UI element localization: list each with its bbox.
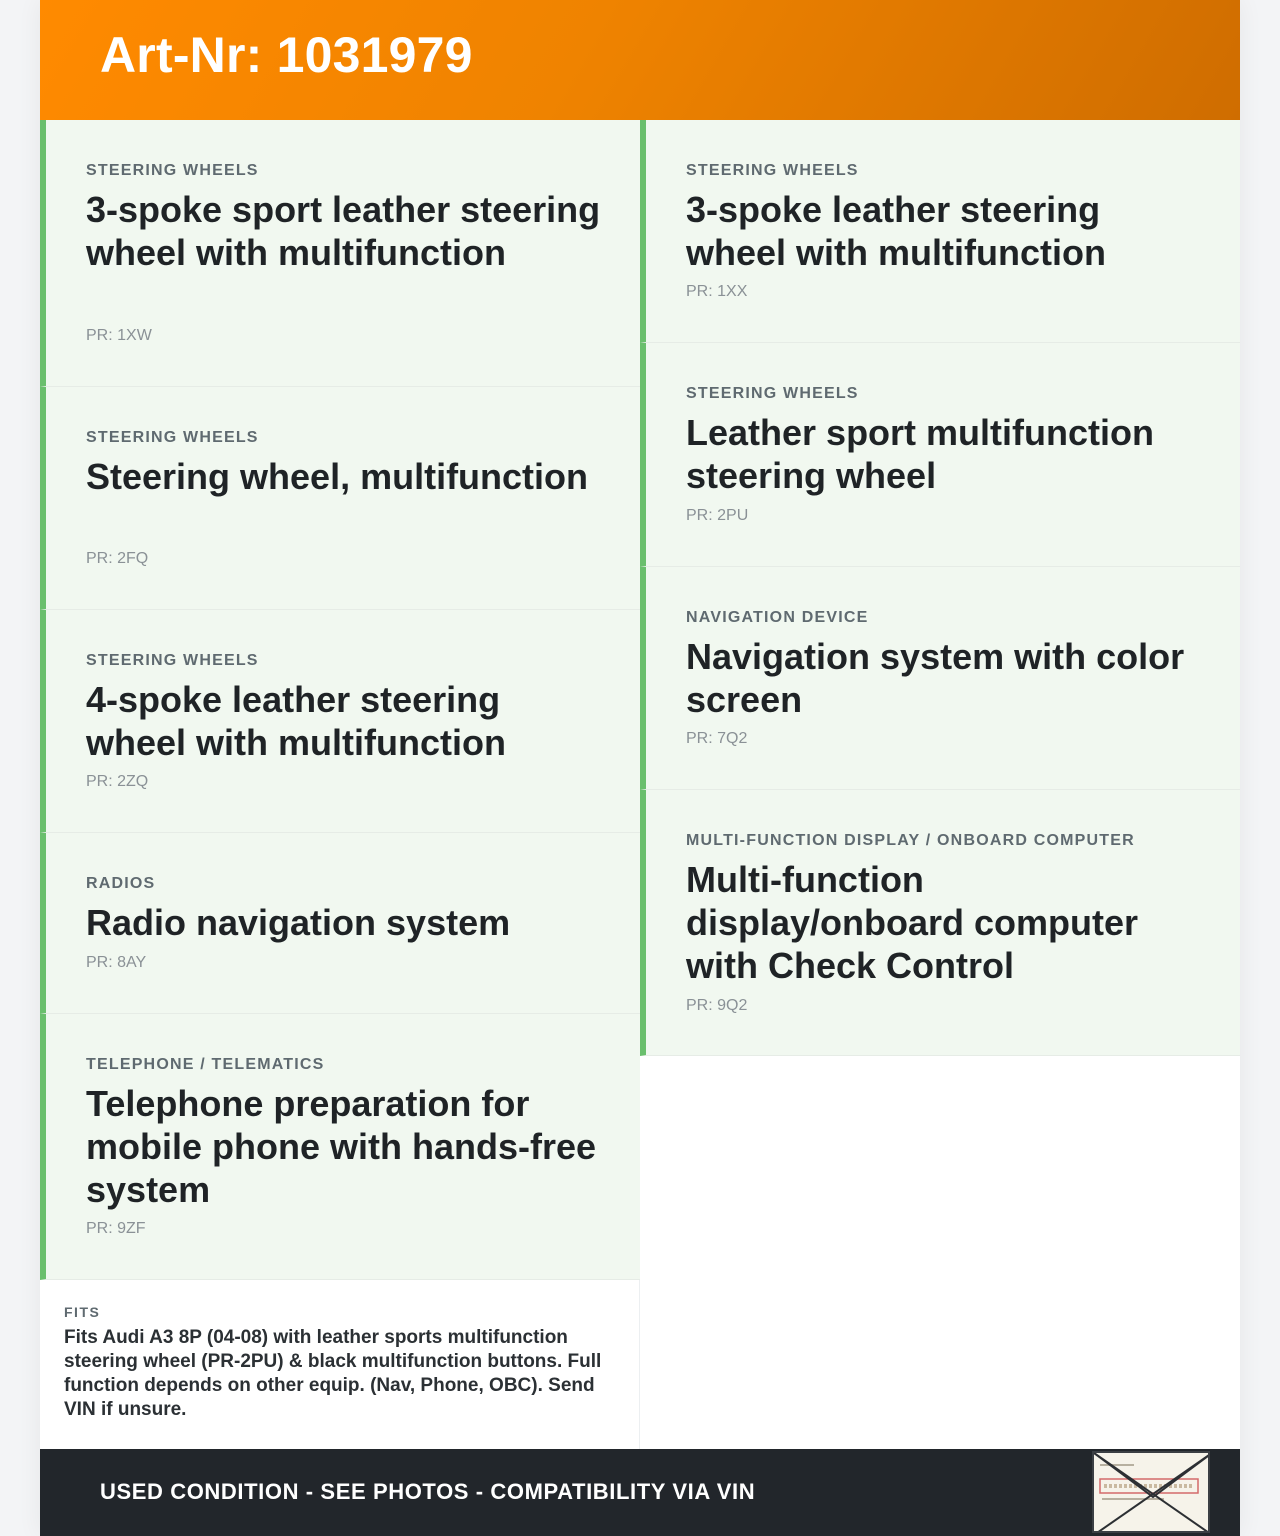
option-category: STEERING WHEELS bbox=[686, 385, 859, 402]
option-title: Multi-function display/onboard computer with Check Control bbox=[686, 859, 1139, 986]
product-sheet bbox=[40, 0, 1240, 1536]
fitment-note bbox=[40, 1280, 640, 1449]
option-card bbox=[40, 387, 640, 610]
option-card bbox=[640, 343, 1240, 567]
option-title: 3-spoke sport leather steering wheel with multifunction bbox=[86, 189, 601, 273]
option-category: STEERING WHEELS bbox=[86, 429, 259, 446]
option-pr-code: PR: 2ZQ bbox=[86, 773, 149, 790]
right-column bbox=[640, 120, 1240, 1056]
option-category: STEERING WHEELS bbox=[86, 162, 259, 179]
option-card bbox=[40, 833, 640, 1014]
option-category: TELEPHONE / TELEMATICS bbox=[86, 1056, 325, 1073]
option-pr-code: PR: 1XW bbox=[86, 327, 152, 344]
envelope-stamp-icon bbox=[1092, 1451, 1210, 1533]
option-category: MULTI-FUNCTION DISPLAY / ONBOARD COMPUTER bbox=[686, 832, 1135, 849]
fitment-text: Fits Audi A3 8P (04-08) with leather sports multifunction steering wheel (PR-2PU) & black multifunction buttons. Full function depends on other equip. (Nav, Phone, OBC). Send VIN if unsure. bbox=[64, 1327, 602, 1420]
header-banner bbox=[40, 0, 1240, 120]
option-pr-code: PR: 9Q2 bbox=[686, 997, 748, 1014]
option-pr-code: PR: 2FQ bbox=[86, 550, 149, 567]
option-title: 4-spoke leather steering wheel with multifunction bbox=[86, 679, 506, 763]
option-category: NAVIGATION DEVICE bbox=[686, 609, 869, 626]
option-card bbox=[40, 120, 640, 387]
footer-bar bbox=[40, 1449, 1240, 1536]
option-pr-code: PR: 9ZF bbox=[86, 1220, 146, 1237]
option-category: STEERING WHEELS bbox=[86, 652, 259, 669]
fitment-label: FITS bbox=[64, 1304, 101, 1320]
option-title: Leather sport multifunction steering wheel bbox=[686, 412, 1154, 496]
option-pr-code: PR: 8AY bbox=[86, 954, 147, 971]
option-pr-code: PR: 2PU bbox=[686, 507, 749, 524]
option-pr-code: PR: 7Q2 bbox=[686, 730, 748, 747]
option-card bbox=[40, 1014, 640, 1280]
left-column bbox=[40, 120, 640, 1280]
option-title: Steering wheel, multifunction bbox=[86, 456, 589, 497]
option-pr-code: PR: 1XX bbox=[686, 283, 748, 300]
option-title: Telephone preparation for mobile phone with hands-free system bbox=[86, 1083, 597, 1210]
option-card bbox=[640, 567, 1240, 790]
option-category: STEERING WHEELS bbox=[686, 162, 859, 179]
option-title: 3-spoke leather steering wheel with multifunction bbox=[686, 189, 1106, 273]
article-number-title: Art-Nr: 1031979 bbox=[100, 27, 473, 83]
condition-notice: USED CONDITION - SEE PHOTOS - COMPATIBILITY VIA VIN bbox=[100, 1479, 756, 1504]
option-title: Navigation system with color screen bbox=[686, 636, 1185, 720]
option-card bbox=[40, 610, 640, 833]
option-title: Radio navigation system bbox=[86, 902, 511, 943]
option-card bbox=[640, 120, 1240, 343]
option-category: RADIOS bbox=[86, 875, 156, 892]
option-card bbox=[640, 790, 1240, 1056]
